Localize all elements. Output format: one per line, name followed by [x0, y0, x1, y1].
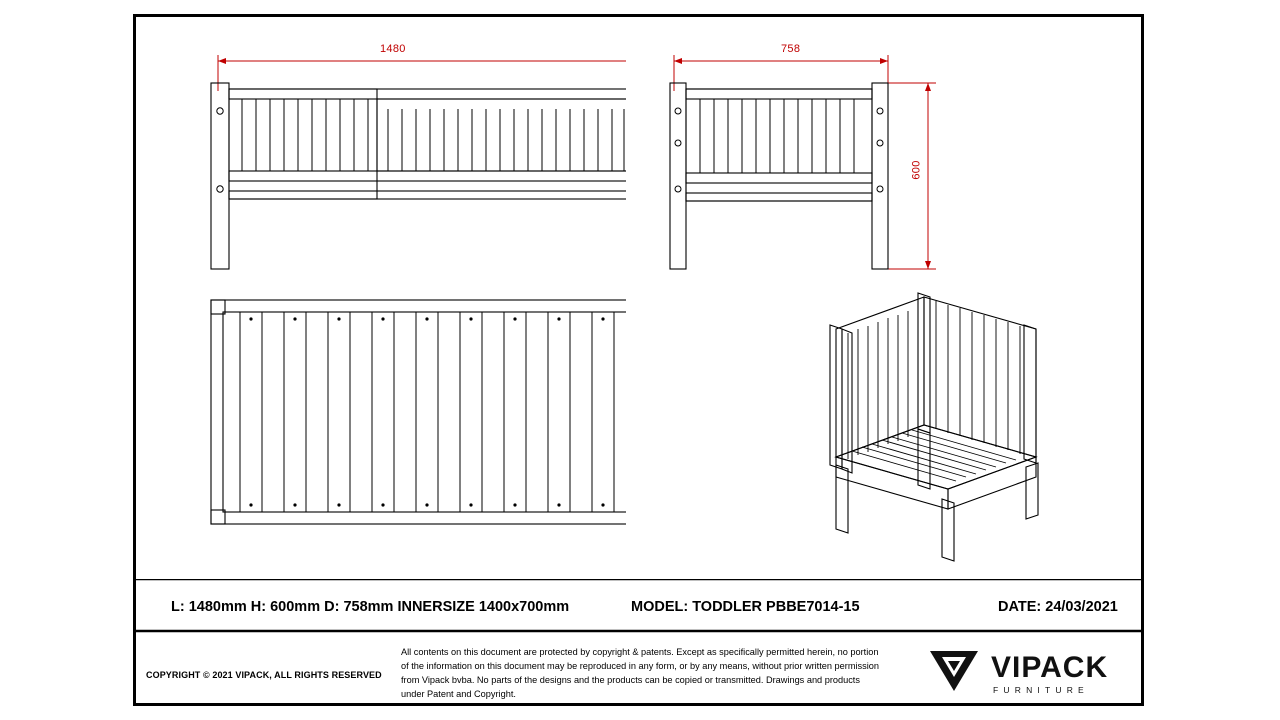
side-elevation-view — [656, 31, 976, 291]
top-plan-view — [166, 282, 626, 532]
left-margin — [0, 0, 133, 720]
front-width-dimension: 1480 — [380, 43, 406, 55]
isometric-view — [656, 267, 1076, 567]
side-height-dimension: 600 — [910, 160, 923, 180]
side-width-dimension: 758 — [781, 43, 801, 55]
vipack-logo-icon — [926, 647, 982, 695]
model-text: MODEL: TODDLER PBBE7014-15 — [631, 599, 860, 615]
copyright-text: COPYRIGHT © 2021 VIPACK, ALL RIGHTS RESERVED — [146, 670, 382, 680]
spec-text: L: 1480mm H: 600mm D: 758mm INNERSIZE 1400x700mm — [171, 599, 570, 615]
date-text: DATE: 24/03/2021 — [998, 599, 1118, 615]
front-elevation-view — [166, 31, 626, 291]
legal-text: All contents on this document are protected by copyright & patents. Except as specifically permitted herein, no portion of the information on this document may be reproduced in any form, or by any means, without prior written permission from Vipack bvba. No parts of the designs and the products can be copied or transmitted. Drawings and products under Patent and Copyright. — [401, 647, 879, 699]
brand-name: VIPACK — [991, 651, 1109, 684]
drawing-frame — [133, 14, 1144, 706]
brand-subtitle: FURNITURE — [993, 685, 1089, 695]
right-margin — [1144, 0, 1280, 720]
